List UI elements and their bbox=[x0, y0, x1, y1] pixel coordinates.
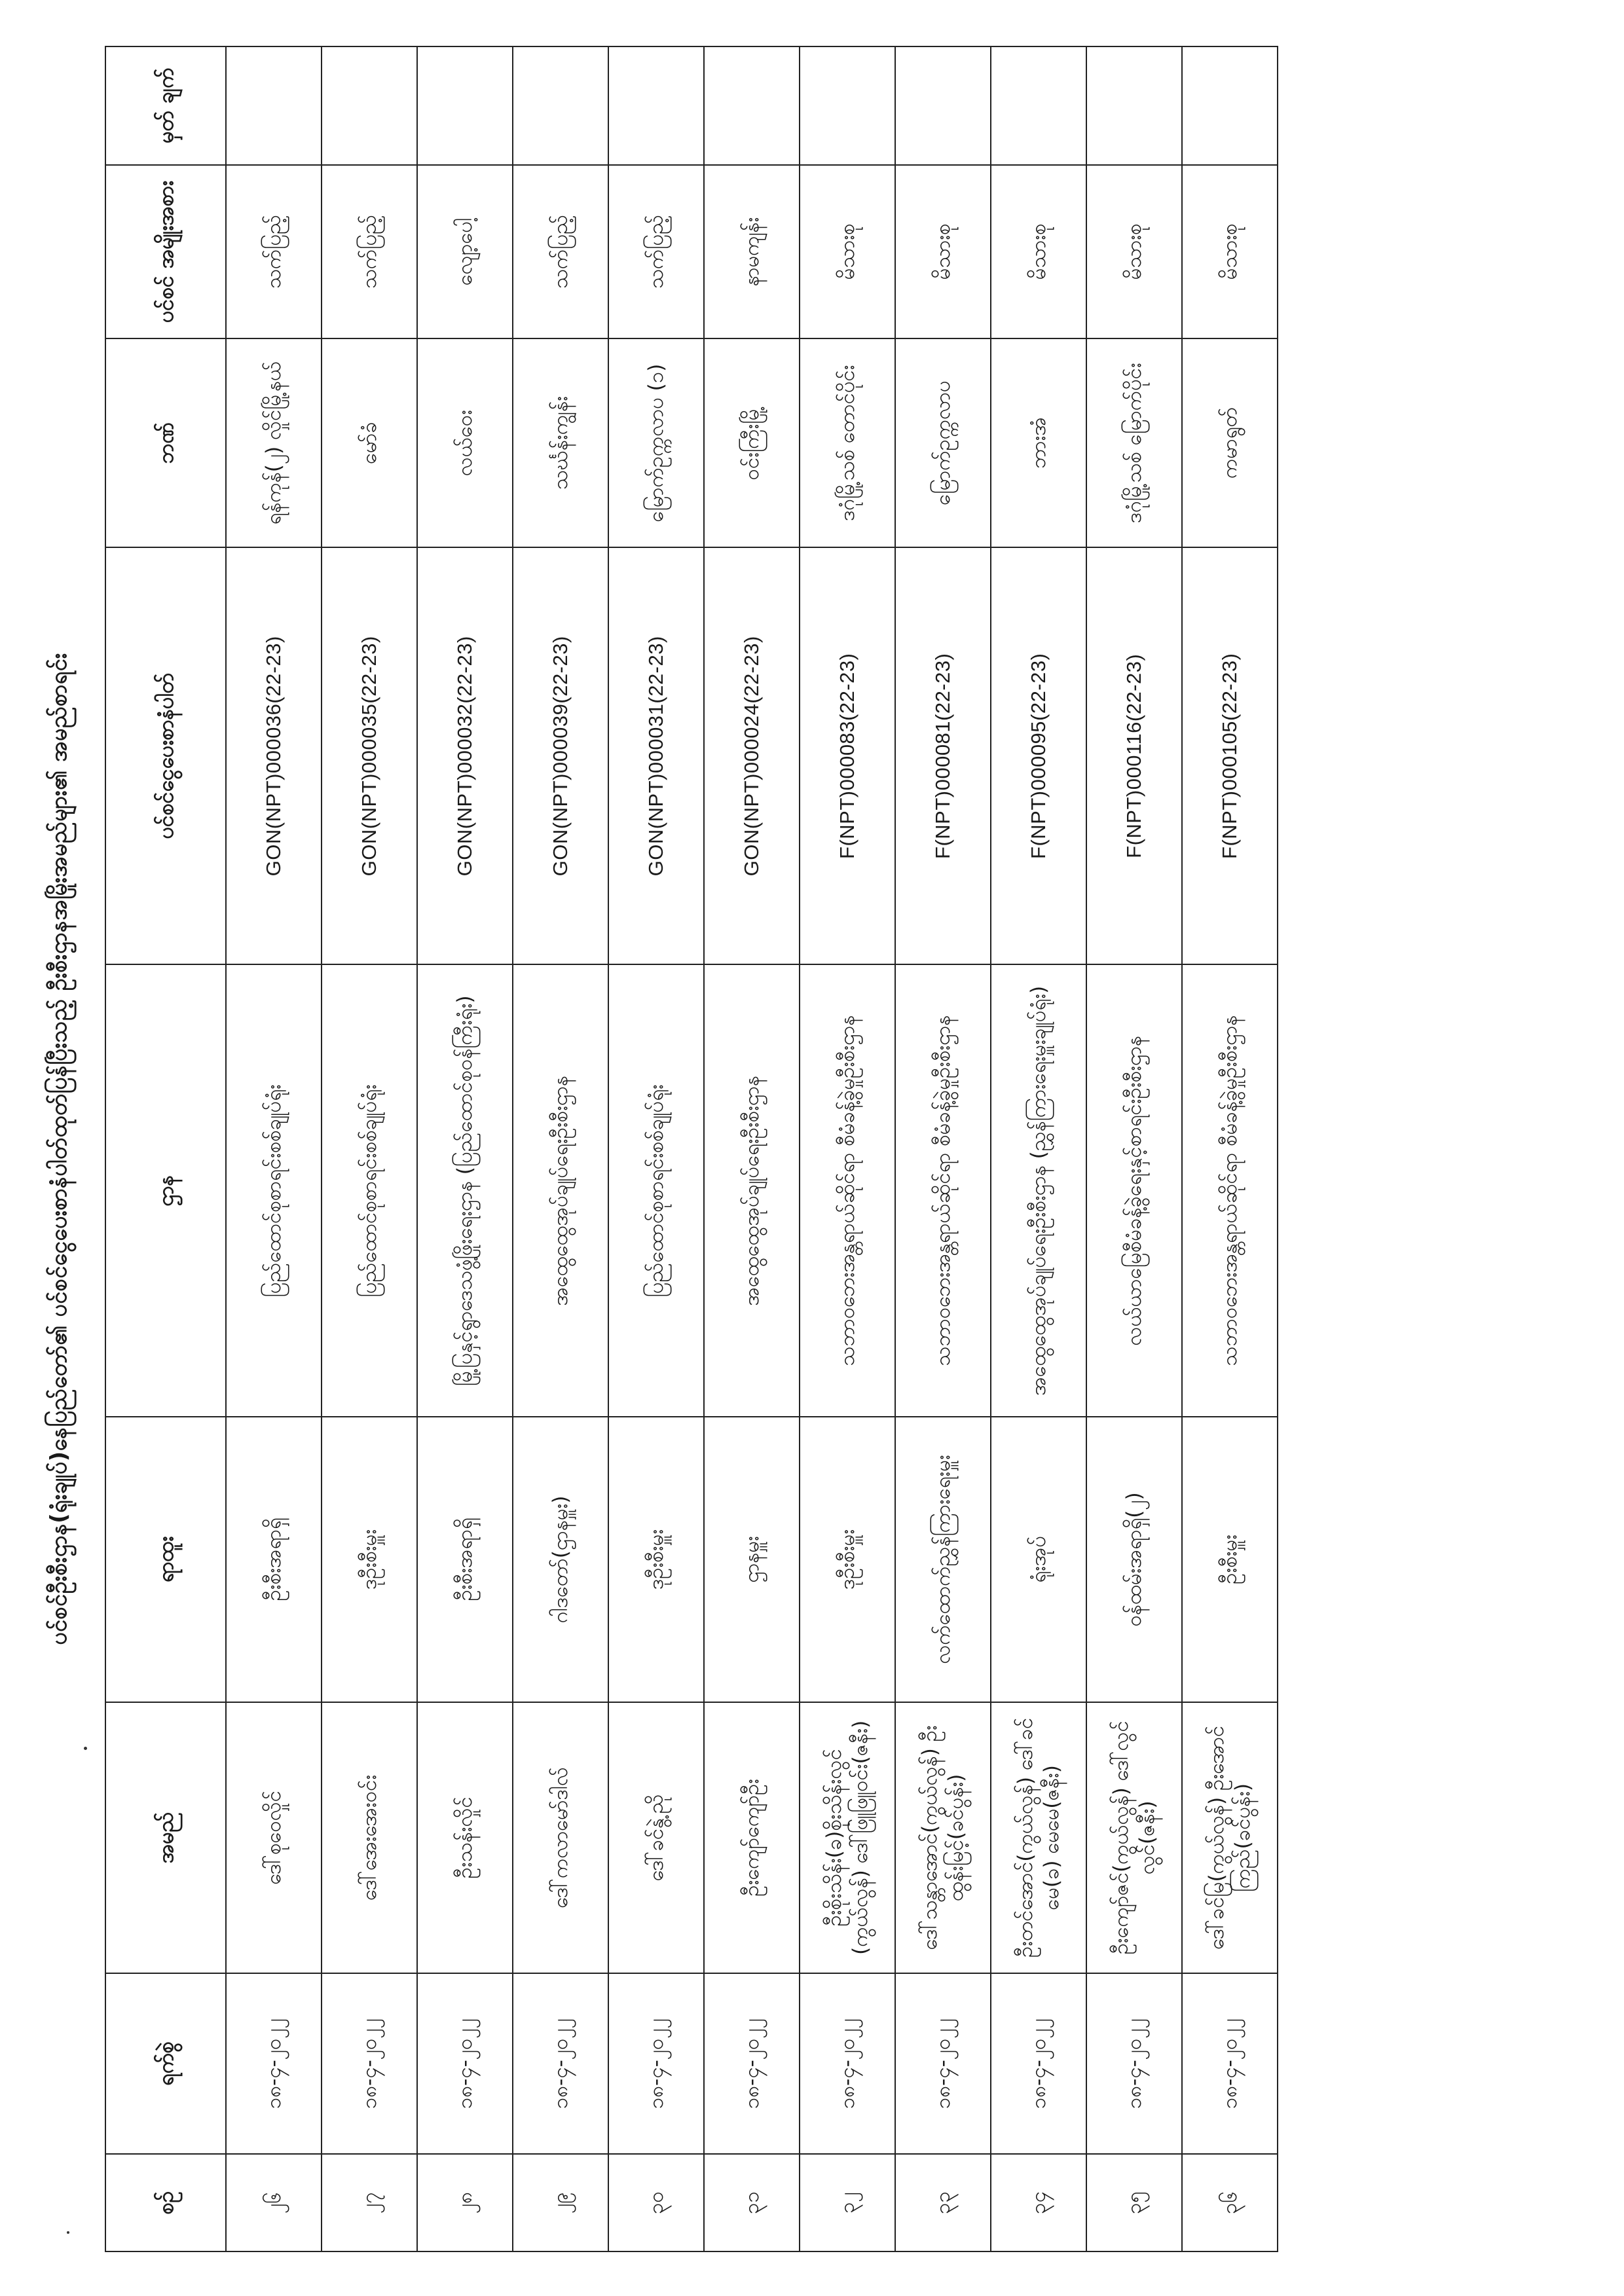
cell-no: ၃၃ bbox=[895, 2154, 991, 2251]
cell-permit: F(NPT)000105(22-23) bbox=[1182, 547, 1278, 964]
cell-name: ဒေါ်ကလာမော်ဒါလ် bbox=[513, 1702, 608, 1973]
cell-place: ဒဂုံမြို့သစ် တောင်ပိုင်း bbox=[800, 338, 895, 547]
cell-place: မော်ခံ bbox=[322, 338, 417, 547]
header-type: ပင်စင် အမျိုးအစား bbox=[105, 165, 226, 339]
table-row bbox=[991, 46, 1086, 2251]
table-row bbox=[322, 46, 417, 2251]
cell-name: ဦးစိုးသိန်း(ခ)စိုးသိန်းလွင် (ကွယ်လွန်) ဒေါ်ဖြူဖြူဝင်း(ဇနီး) bbox=[800, 1702, 895, 1973]
cell-type: သက်ပြည့် bbox=[226, 165, 322, 339]
cell-place: သင်္ဃန်းကျွန်း bbox=[513, 338, 608, 547]
cell-no: ၂၉ bbox=[513, 2154, 608, 2251]
cell-type: သက်ပြည့် bbox=[608, 165, 704, 339]
rotated-content bbox=[39, 46, 1506, 2252]
cell-remark bbox=[800, 46, 895, 165]
cell-date: ၁၈-၄-၂၀၂၂ bbox=[417, 1973, 513, 2154]
cell-place: ဒဂုံမြို့သစ် မြောက်ပိုင်း bbox=[1086, 338, 1182, 547]
cell-remark bbox=[1182, 46, 1278, 165]
cell-remark bbox=[226, 46, 322, 165]
cell-dept: လယ်ယာမြေစီမံခန့်ခွဲရေးနှင့်စာရင်းဦးစီးဌာန bbox=[1086, 964, 1182, 1417]
cell-name: ဦးကျော်ဇင်(ကွယ်လွန်) ဒေါ်လွင်လွင်(ဇနီး) bbox=[1086, 1702, 1182, 1973]
cell-date: ၁၈-၄-၂၀၂၂ bbox=[895, 1973, 991, 2154]
cell-type: မိသားစု bbox=[1182, 165, 1278, 339]
cell-name: ဒေါ်ခင်မြ(ကွယ်လွန်) ဦးအောင်ကြည်(ခင်ပွန်း) bbox=[1182, 1702, 1278, 1973]
cell-date: ၁၈-၄-၂၀၂၂ bbox=[1182, 1973, 1278, 2154]
cell-name: ဦးကျော်ကျော်ဦး bbox=[704, 1702, 800, 1973]
cell-place: ဘားအံ bbox=[991, 338, 1086, 547]
cell-date: ၁၈-၄-၂၀၂၂ bbox=[1086, 1973, 1182, 2154]
cell-name: ဒေါ်ခင်နွဲ့ညို bbox=[608, 1702, 704, 1973]
table-row bbox=[800, 46, 895, 2251]
table-row bbox=[608, 46, 704, 2251]
cell-permit: GON(NPT)000036(22-23) bbox=[226, 547, 322, 964]
cell-remark bbox=[322, 46, 417, 165]
cell-date: ၁၈-၄-၂၀၂၂ bbox=[800, 1973, 895, 2154]
cell-place: မြောက်ဥက္ကလာပ bbox=[895, 338, 991, 547]
cell-permit: F(NPT)000116(22-23) bbox=[1086, 547, 1182, 964]
cell-name: ဦးတင်အောင်(ကွယ်လွန်) ဒေါ်ခင်မေ(ခ) မေမေ(ဇနီး) bbox=[991, 1702, 1086, 1973]
cell-no: ၃၆ bbox=[1182, 2154, 1278, 2251]
cell-rank: လက်ထောက်ညွှန်ကြားရေးမှူး bbox=[895, 1417, 991, 1702]
cell-remark bbox=[1086, 46, 1182, 165]
header-dept: ဌာန bbox=[105, 964, 226, 1417]
cell-name: ဒေါ်သန္တာအောင်(ကွယ်လွန်) ဦးထွန်းမြင့်(ခင်ပွန်း) bbox=[895, 1702, 991, 1973]
cell-no: ၂၇ bbox=[322, 2154, 417, 2251]
cell-name: ဒေါ်စုဝေလှိုင် bbox=[226, 1702, 322, 1973]
cell-rank: ဦးစီးအရာရှိ bbox=[226, 1417, 322, 1702]
cell-remark bbox=[991, 46, 1086, 165]
cell-type: မိသားစု bbox=[895, 165, 991, 339]
cell-no: ၃၂ bbox=[800, 2154, 895, 2251]
cell-rank: ဒုဦးစီးမှူး bbox=[608, 1417, 704, 1702]
page-title: ပင်စင်ဦးစီးဌာန(ရုံးချုပ်)နေပြည်တော်၏ ပင်စင်ငွေပေးစာနံပါတ်ထုတ်ပြန်ပြီးသည့် ဦးစီးဌာနအမြိုးအမည်များ၏ အမည်စာရင်း bbox=[46, 653, 72, 1645]
header-no: စဉ် bbox=[105, 2154, 226, 2251]
cell-rank: ဂါဒတော်(ဌာနမှူး) bbox=[513, 1417, 608, 1702]
cell-type: မိသားစု bbox=[991, 165, 1086, 339]
cell-permit: GON(NPT)000024(22-23) bbox=[704, 547, 800, 964]
cell-remark bbox=[895, 46, 991, 165]
cell-dept: ပြည်ထောင်စုစာရင်းစစ်ချုပ်ရုံး bbox=[608, 964, 704, 1417]
cell-rank: ဒုဦးစီးမှူး bbox=[322, 1417, 417, 1702]
cell-date: ၁၈-၄-၂၀၂၂ bbox=[704, 1973, 800, 2154]
header-rank: ရာထူး bbox=[105, 1417, 226, 1702]
cell-no: ၃၄ bbox=[991, 2154, 1086, 2251]
cell-remark bbox=[608, 46, 704, 165]
cell-no: ၃၅ bbox=[1086, 2154, 1182, 2251]
cell-date: ၁၈-၄-၂၀၂၂ bbox=[226, 1973, 322, 2154]
table-row bbox=[704, 46, 800, 2251]
cell-no: ၂၆ bbox=[226, 2154, 322, 2251]
header-place: ဘဏ် bbox=[105, 338, 226, 547]
cell-place: ဝင်းကြီးမြို့ bbox=[704, 338, 800, 547]
cell-dept: သဘာဝဘေးအန္တရာယ်ဆိုင်ရာ စီမံခန့်ခွဲမှုဦးစီးဌာန bbox=[1182, 964, 1278, 1417]
table-row bbox=[226, 46, 322, 2251]
cell-no: ၂၈ bbox=[417, 2154, 513, 2251]
cell-dept: အထွေထွေအုပ်ချုပ်ရေးဦးစီးဌာန bbox=[704, 964, 800, 1417]
pension-table bbox=[105, 46, 1278, 2252]
cell-no: ၃၀ bbox=[608, 2154, 704, 2251]
cell-type: မိသားစု bbox=[800, 165, 895, 339]
cell-no: ၃၁ bbox=[704, 2154, 800, 2251]
cell-type: မိသားစု bbox=[1086, 165, 1182, 339]
cell-dept: အထွေထွေအုပ်ချုပ်ရေးဦးစီးဌာန (ညွှန်ကြားရေးမှူးချုပ်ရုံး) bbox=[991, 964, 1086, 1417]
cell-dept: ပြည်ထောင်စုစာရင်းစစ်ချုပ်ရုံး bbox=[322, 964, 417, 1417]
cell-permit: F(NPT)000081(22-23) bbox=[895, 547, 991, 964]
header-name: အမည် bbox=[105, 1702, 226, 1973]
cell-date: ၁၈-၄-၂၀၂၂ bbox=[608, 1973, 704, 2154]
cell-dept: ပြည်ထောင်စုစာရင်းစစ်ချုပ်ရုံး bbox=[226, 964, 322, 1417]
cell-remark bbox=[513, 46, 608, 165]
cell-type: သက်ပြည့် bbox=[513, 165, 608, 339]
cell-date: ၁၈-၄-၂၀၂၂ bbox=[991, 1973, 1086, 2154]
header-date: ရက်စွဲ bbox=[105, 1973, 226, 2154]
table-row bbox=[417, 46, 513, 2251]
cell-type: လျော့ပေါ့ bbox=[417, 165, 513, 339]
cell-type: သက်ပြည့် bbox=[322, 165, 417, 339]
cell-place: မြောက်ဥက္ကလာပ (၁) bbox=[608, 338, 704, 547]
cell-permit: F(NPT)000083(22-23) bbox=[800, 547, 895, 964]
cell-place: လယ်ဝေး bbox=[417, 338, 513, 547]
cell-permit: GON(NPT)000031(22-23) bbox=[608, 547, 704, 964]
cell-permit: GON(NPT)000039(22-23) bbox=[513, 547, 608, 964]
table-header-row bbox=[105, 46, 226, 2251]
table-row bbox=[895, 46, 991, 2251]
cell-permit: F(NPT)000095(22-23) bbox=[991, 547, 1086, 964]
cell-remark bbox=[417, 46, 513, 165]
cell-permit: GON(NPT)000032(22-23) bbox=[417, 547, 513, 964]
cell-remark bbox=[704, 46, 800, 165]
cell-place: ရန်ကုန်(၂) လှိုင်မြို့နယ် bbox=[226, 338, 322, 547]
cell-dept: မြို့ပြနှင့်ရွာဒေသဖွံ့ဖြိုးရေးဌာန (ပြည်ထောင်စုဝန်ကြီးရုံး) bbox=[417, 964, 513, 1417]
cell-type: နာမကျန်း bbox=[704, 165, 800, 339]
cell-name: ဒေါ်အေးအေးဝင်း bbox=[322, 1702, 417, 1973]
cell-dept: သဘာဝဘေးအန္တရာယ်ဆိုင်ရာ စီမံခန့်ခွဲမှုဦးစီးဌာန bbox=[800, 964, 895, 1417]
cell-dept: အထွေထွေအုပ်ချုပ်ရေးဦးစီးဌာန bbox=[513, 964, 608, 1417]
cell-rank: ဌာနမှူး bbox=[704, 1417, 800, 1702]
cell-date: ၁၈-၄-၂၀၂၂ bbox=[513, 1973, 608, 2154]
cell-permit: GON(NPT)000035(22-23) bbox=[322, 547, 417, 964]
table-row bbox=[1086, 46, 1182, 2251]
cell-rank: ဦးစီးမှူး bbox=[1182, 1417, 1278, 1702]
cell-dept: သဘာဝဘေးအန္တရာယ်ဆိုင်ရာ စီမံခန့်ခွဲမှုဦးစီးဌာန bbox=[895, 964, 991, 1417]
cell-place: ကမာရွတ် bbox=[1182, 338, 1278, 547]
cell-name: ဦးသန်းလှိုင် bbox=[417, 1702, 513, 1973]
cell-rank: ရုံးအုပ် bbox=[991, 1417, 1086, 1702]
cell-rank: ဦးစီးအရာရှိ bbox=[417, 1417, 513, 1702]
header-permit: ပင်စင်ငွေပေးစာနံပါတ် bbox=[105, 547, 226, 964]
cell-rank: ဒုဦးစီးမှူး bbox=[800, 1417, 895, 1702]
table-row bbox=[513, 46, 608, 2251]
header-remark: မှတ် ချက် bbox=[105, 46, 226, 165]
cell-rank: ဝန်ထမ်းအရာရှိ(၂) bbox=[1086, 1417, 1182, 1702]
table-row bbox=[1182, 46, 1278, 2251]
cell-date: ၁၈-၄-၂၀၂၂ bbox=[322, 1973, 417, 2154]
